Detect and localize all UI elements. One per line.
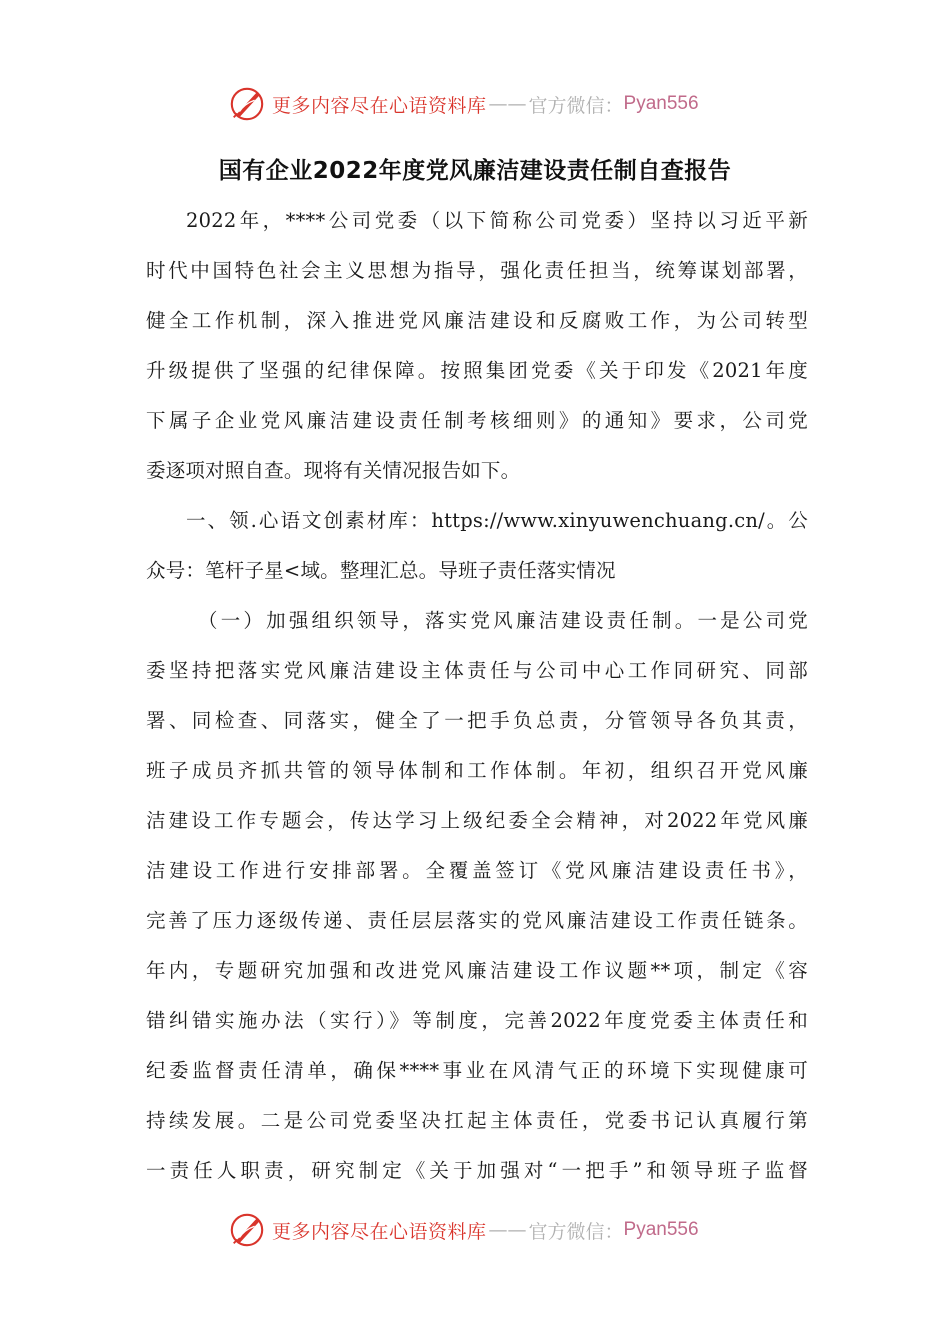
banner-main-text: 更多内容尽在心语资料库: [272, 1220, 487, 1243]
banner-dash: ——: [488, 1219, 527, 1241]
paragraph-line: 委逐项对照自查。现将有关情况报告如下。: [146, 459, 521, 482]
paragraph-line: 年内，专题研究加强和改进党风廉洁建设工作议题**项，制定《容: [146, 959, 808, 982]
banner-wechat-id: Pyan556: [623, 93, 699, 114]
paragraph-line: （一）加强组织领导，落实党风廉洁建设责任制。一是公司党: [198, 609, 808, 632]
paragraph-line: 洁建设工作专题会，传达学习上级纪委全会精神，对2022年党风廉: [146, 809, 808, 832]
paragraph-line: 纪委监督责任清单，确保****事业在风清气正的环境下实现健康可: [146, 1059, 808, 1082]
paragraph-line: 委坚持把落实党风廉洁建设主体责任与公司中心工作同研究、同部: [146, 659, 808, 682]
paragraph-line: 升级提供了坚强的纪律保障。按照集团党委《关于印发《2021年度: [146, 359, 808, 382]
paragraph-line: 班子成员齐抓共管的领导体制和工作体制。年初，组织召开党风廉: [146, 759, 808, 782]
section-heading-line: 一、领.心语文创素材库：https://www.xinyuwenchuang.cn/。公: [186, 509, 808, 532]
banner-wechat-label: 官方微信：: [528, 94, 624, 117]
document-body: [146, 196, 808, 1196]
paragraph-line: 持续发展。二是公司党委坚决扛起主体责任，党委书记认真履行第: [146, 1109, 808, 1132]
quill-pen-logo-icon: [228, 1211, 266, 1249]
banner-dash: ——: [488, 93, 527, 115]
paragraph-line: 一责任人职责，研究制定《关于加强对“一把手”和领导班子监督: [146, 1159, 808, 1182]
paragraph-line: 署、同检查、同落实，健全了一把手负总责，分管领导各负其责，: [146, 709, 808, 732]
paragraph-line: 下属子企业党风廉洁建设责任制考核细则》的通知》要求，公司党: [146, 409, 808, 432]
section-heading-line: 众号：笔杆子星<域。整理汇总。导班子责任落实情况: [146, 559, 616, 582]
footer-banner: [228, 1208, 699, 1252]
banner-wechat-id: Pyan556: [623, 1219, 699, 1240]
paragraph-line: 健全工作机制，深入推进党风廉洁建设和反腐败工作，为公司转型: [146, 309, 808, 332]
header-banner: [228, 82, 699, 126]
paragraph-line: 错纠错实施办法（实行）》等制度，完善2022年度党委主体责任和: [146, 1009, 808, 1032]
quill-pen-logo-icon: [228, 85, 266, 123]
banner-main-text: 更多内容尽在心语资料库: [272, 94, 487, 117]
document-title: 国有企业2022年度党风廉洁建设责任制自查报告: [218, 158, 732, 184]
paragraph-line: 2022年，****公司党委（以下简称公司党委）坚持以习近平新: [186, 209, 808, 232]
paragraph-line: 时代中国特色社会主义思想为指导，强化责任担当，统筹谋划部署，: [146, 259, 808, 282]
paragraph-line: 洁建设工作进行安排部署。全覆盖签订《党风廉洁建设责任书》，: [146, 859, 808, 882]
banner-wechat-label: 官方微信：: [528, 1220, 624, 1243]
paragraph-line: 完善了压力逐级传递、责任层层落实的党风廉洁建设工作责任链条。: [146, 909, 808, 932]
